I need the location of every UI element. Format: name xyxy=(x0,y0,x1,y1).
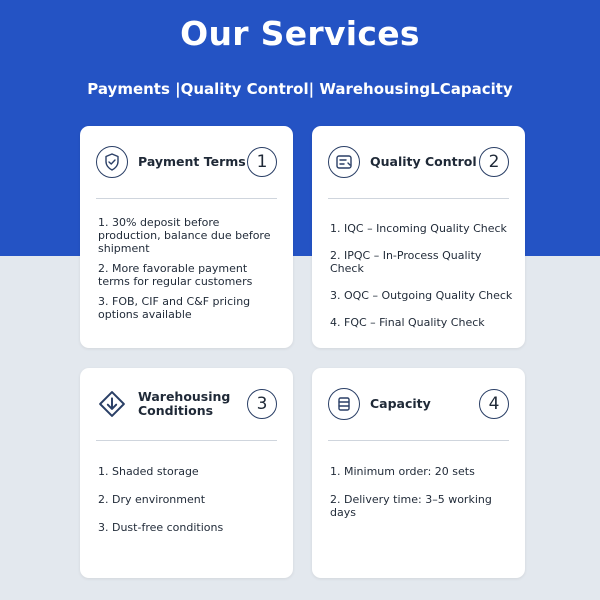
card-list xyxy=(330,465,513,519)
card-header xyxy=(96,368,277,440)
quality-check-icon xyxy=(328,146,360,178)
card-number-badge: 1 xyxy=(247,147,277,177)
list-item: 3. Dust-free conditions xyxy=(98,521,224,534)
shield-check-icon xyxy=(96,146,128,178)
capacity-stack-icon xyxy=(328,388,360,420)
list-item: 1. IQC – Incoming Quality Check xyxy=(330,222,507,235)
list-item: 2. Delivery time: 3–5 working days xyxy=(330,493,492,519)
card-quality-control xyxy=(312,126,525,348)
page-subtitle: Payments |Quality Control| WarehousingLCapacity xyxy=(87,80,513,98)
card-header xyxy=(328,368,509,440)
card-number-badge: 4 xyxy=(479,389,509,419)
warehouse-arrow-icon xyxy=(96,388,128,420)
list-item: 1. Minimum order: 20 sets xyxy=(330,465,475,478)
card-divider xyxy=(96,198,277,199)
card-warehousing-conditions xyxy=(80,368,293,578)
card-list xyxy=(98,465,281,534)
list-item: 4. FQC – Final Quality Check xyxy=(330,316,485,329)
card-title: Warehousing Conditions xyxy=(138,388,231,418)
card-divider xyxy=(328,198,509,199)
card-number-badge: 2 xyxy=(479,147,509,177)
card-list xyxy=(98,216,281,321)
list-item: 3. FOB, CIF and C&F pricing options available xyxy=(98,295,251,321)
card-payment-terms xyxy=(80,126,293,348)
card-divider xyxy=(96,440,277,441)
list-item: 1. 30% deposit before production, balance due before shipment xyxy=(98,216,271,255)
list-item: 1. Shaded storage xyxy=(98,465,199,478)
list-item: 2. IPQC – In-Process Quality Check xyxy=(330,249,482,275)
card-title: Quality Control xyxy=(370,153,477,169)
card-list xyxy=(330,222,513,329)
card-number-badge: 3 xyxy=(247,389,277,419)
card-header xyxy=(96,126,277,198)
list-item: 2. More favorable payment terms for regular customers xyxy=(98,262,253,288)
card-capacity xyxy=(312,368,525,578)
list-item: 2. Dry environment xyxy=(98,493,206,506)
list-item: 3. OQC – Outgoing Quality Check xyxy=(330,289,513,302)
card-header xyxy=(328,126,509,198)
card-title: Payment Terms xyxy=(138,153,246,169)
card-title: Capacity xyxy=(370,395,431,411)
page-title: Our Services xyxy=(180,14,420,53)
card-divider xyxy=(328,440,509,441)
